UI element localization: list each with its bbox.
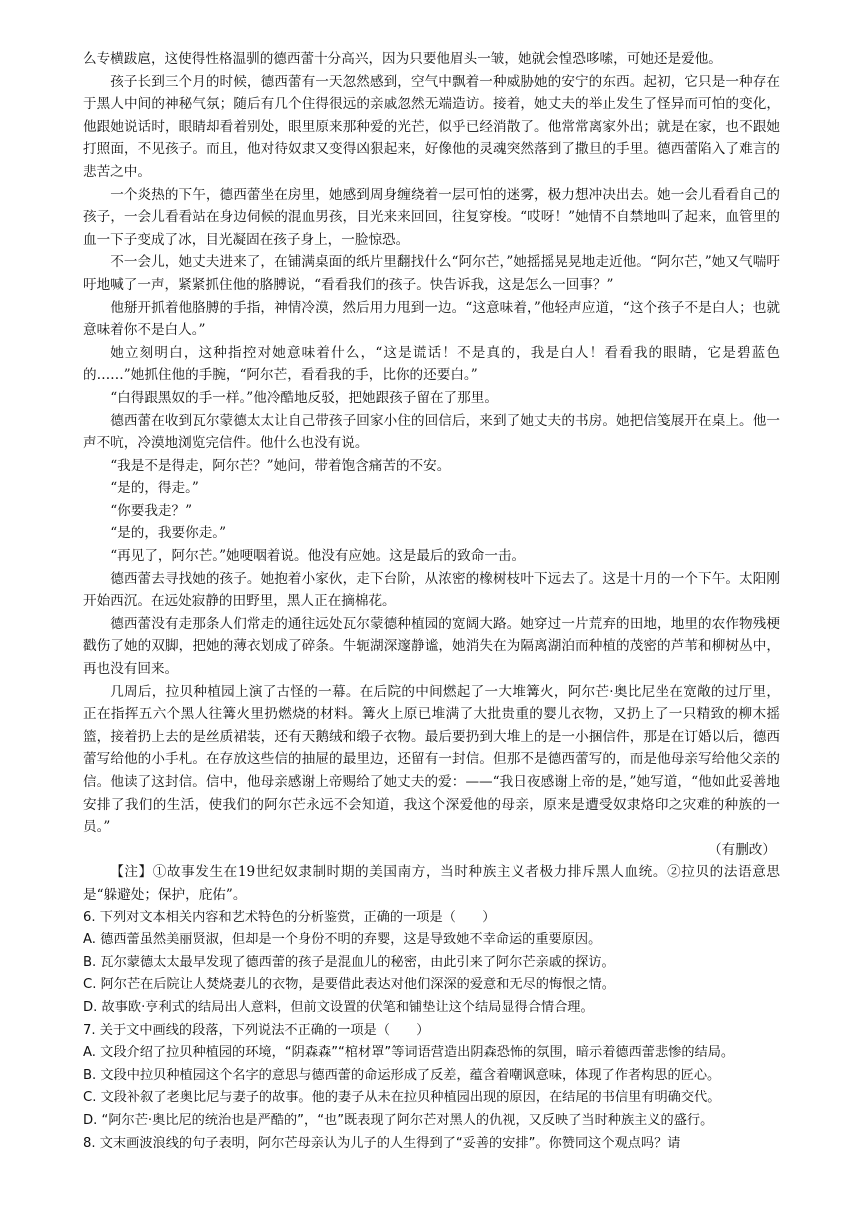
passage-paragraph: 德西蕾在收到瓦尔蒙德太太让自己带孩子回家小住的回信后，来到了她丈夫的书房。她把信笺展开在桌上。他一声不吭，冷漠地浏览完信件。他什么也没有说。: [83, 412, 780, 452]
question-stem: 7. 关于文中画线的段落，下列说法不正确的一项是（ ）: [83, 1022, 430, 1038]
passage-paragraph: 德西蕾去寻找她的孩子。她抱着小家伙，走下台阶，从浓密的橡树枝叶下远去了。这是十月的一个下午。太阳刚开始西沉。在远处寂静的田野里，黑人正在摘棉花。: [83, 570, 780, 610]
question-option: D. “阿尔芒·奥比尼的统治也是严酷的”，“也”既表现了阿尔芒对黑人的仇视，又反映了当时种族主义的盛行。: [83, 1112, 714, 1128]
passage-paragraph: 他掰开抓着他胳膊的手指，神情冷漠，然后用力甩到一边。“这意味着，”他轻声应道，“这个孩子不是白人；也就意味着你不是白人。”: [83, 299, 780, 339]
story-passage: [83, 48, 780, 839]
passage-paragraph: “你要我走？”: [110, 502, 193, 519]
passage-paragraph: “是的，得走。”: [110, 480, 199, 497]
source-note: （有删改）: [708, 841, 776, 858]
passage-paragraph: “是的，我要你走。”: [110, 525, 227, 542]
passage-paragraph: 一个炎热的下午，德西蕾坐在房里，她感到周身缠绕着一层可怕的迷雾，极力想冲决出去。她一会儿看看自己的孩子，一会儿看看站在身边伺候的混血男孩，目光来来回回，往复穿梭。“哎呀！”她情不自禁地叫了起来，血管里的血一下子变成了冰，目光凝固在孩子身上，一脸惊恐。: [83, 186, 780, 248]
passage-paragraph: 不一会儿，她丈夫进来了，在铺满桌面的纸片里翻找什么“阿尔芒，”她摇摇晃晃地走近他。“阿尔芒，”她又气喘吁吁地喊了一声，紧紧抓住他的胳膊说，“看看我们的孩子。快告诉我，这是怎么一回事？”: [83, 254, 780, 293]
question-option: D. 故事欧·亨利式的结局出人意料，但前文设置的伏笔和铺垫让这个结局显得合情合理。: [83, 999, 594, 1015]
passage-paragraph: 德西蕾没有走那条人们常走的通往远处瓦尔蒙德种植园的宽阔大路。她穿过一片荒弃的田地，地里的农作物残梗戳伤了她的双脚，把她的薄衣划成了碎条。牛轭湖深邃静谧，她消失在为隔离湖泊而种植的茂密的芦苇和柳树丛中，再也没有回来。: [83, 615, 780, 678]
passage-paragraph: 孩子长到三个月的时候，德西蕾有一天忽然感到，空气中飘着一种威胁她的安宁的东西。起初，它只是一种存在于黑人中间的神秘气氛；随后有几个住得很远的亲戚忽然无端造访。接着，她丈夫的举止发生了怪异而可怕的变化，他跟她说话时，眼睛却看着别处，眼里原来那种爱的光芒，似乎已经消散了。他常常离家外出；就是在家，也不跟她打照面，不见孩子。而且，他对待奴隶又变得凶狠起来，好像他的灵魂突然落到了撒旦的手里。德西蕾陷入了难言的悲苦之中。: [83, 73, 780, 180]
question-option: A. 德西蕾虽然美丽贤淑，但却是一个身份不明的弃婴，这是导致她不幸命运的重要原因。: [83, 932, 602, 948]
question-option: A. 文段介绍了拉贝种植园的环境，“阴森森”“棺材罩”等词语营造出阴森恐怖的氛围，暗示着德西蕾悲惨的结局。: [83, 1045, 735, 1061]
footnote: 【注】①故事发生在19世纪奴隶制时期的美国南方，当时种族主义者极力排斥黑人血统。②拉贝的法语意思是“躲避处；保护，庇佑”。: [83, 864, 780, 903]
question-option: C. 阿尔芒在后院让人焚烧妻儿的衣物，是要借此表达对他们深深的爱意和无尽的悔恨之情。: [83, 977, 615, 993]
question-option: B. 文段中拉贝种植园这个名字的意思与德西蕾的命运形成了反差，蕴含着嘲讽意味，体现了作者构思的匠心。: [83, 1067, 721, 1083]
question-option: C. 文段补叙了老奥比尼与妻子的故事。他的妻子从未在拉贝种植园出现的原因，在结尾的书信里有明确交代。: [83, 1090, 721, 1106]
question-stem: 6. 下列对文本相关内容和艺术特色的分析鉴赏，正确的一项是（ ）: [83, 909, 496, 925]
question-stem: 8. 文末画波浪线的句子表明，阿尔芒母亲认为儿子的人生得到了“妥善的安排”。你赞同这个观点吗？请: [83, 1135, 681, 1151]
question-list: [83, 907, 780, 1156]
passage-paragraph: “白得跟黑奴的手一样。”他冷酷地反驳，把她跟孩子留在了那里。: [110, 389, 498, 406]
passage-paragraph: “我是不是得走，阿尔芒？”她问，带着饱含痛苦的不安。: [110, 457, 451, 474]
question-option: B. 瓦尔蒙德太太最早发现了德西蕾的孩子是混血儿的秘密，由此引来了阿尔芒亲戚的探访。: [83, 954, 615, 970]
passage-paragraph: 她立刻明白，这种指控对她意味着什么，“这是谎话！不是真的，我是白人！看看我的眼睛，它是碧蓝色的……”她抓住他的手腕，“阿尔芒，看看我的手，比你的还要白。”: [83, 344, 780, 384]
passage-paragraph: 么专横跋扈，这使得性格温驯的德西蕾十分高兴，因为只要他眉头一皱，她就会惶恐哆嗦，可她还是爱他。: [83, 51, 722, 67]
passage-paragraph: 几周后，拉贝种植园上演了古怪的一幕。在后院的中间燃起了一大堆篝火，阿尔芒·奥比尼坐在宽敞的过厅里，正在指挥五六个黑人往篝火里扔燃烧的材料。篝火上原已堆满了大批贵重的婴儿衣物，又扔上了一只精致的柳木摇篮，接着扔上去的是丝质裙装，还有天鹅绒和缎子衣物。最后要扔到大堆上的是一小捆信件，那是在订婚以后，德西蕾写给他的小手札。在存放这些信的抽屉的最里边，还留有一封信。但那不是德西蕾写的，而是他母亲写给他父亲的信。他读了这封信。信中，他母亲感谢上帝赐给了她丈夫的爱：——“我日夜感谢上帝的是，”她写道，“他如此妥善地安排了我们的生活，使我们的阿尔芒永远不会知道，我这个深爱他的母亲，原来是遭受奴隶烙印之灾难的种族的一员。”: [83, 683, 780, 836]
passage-paragraph: “再见了，阿尔芒。”她哽咽着说。他没有应她。这是最后的致命一击。: [110, 548, 526, 565]
